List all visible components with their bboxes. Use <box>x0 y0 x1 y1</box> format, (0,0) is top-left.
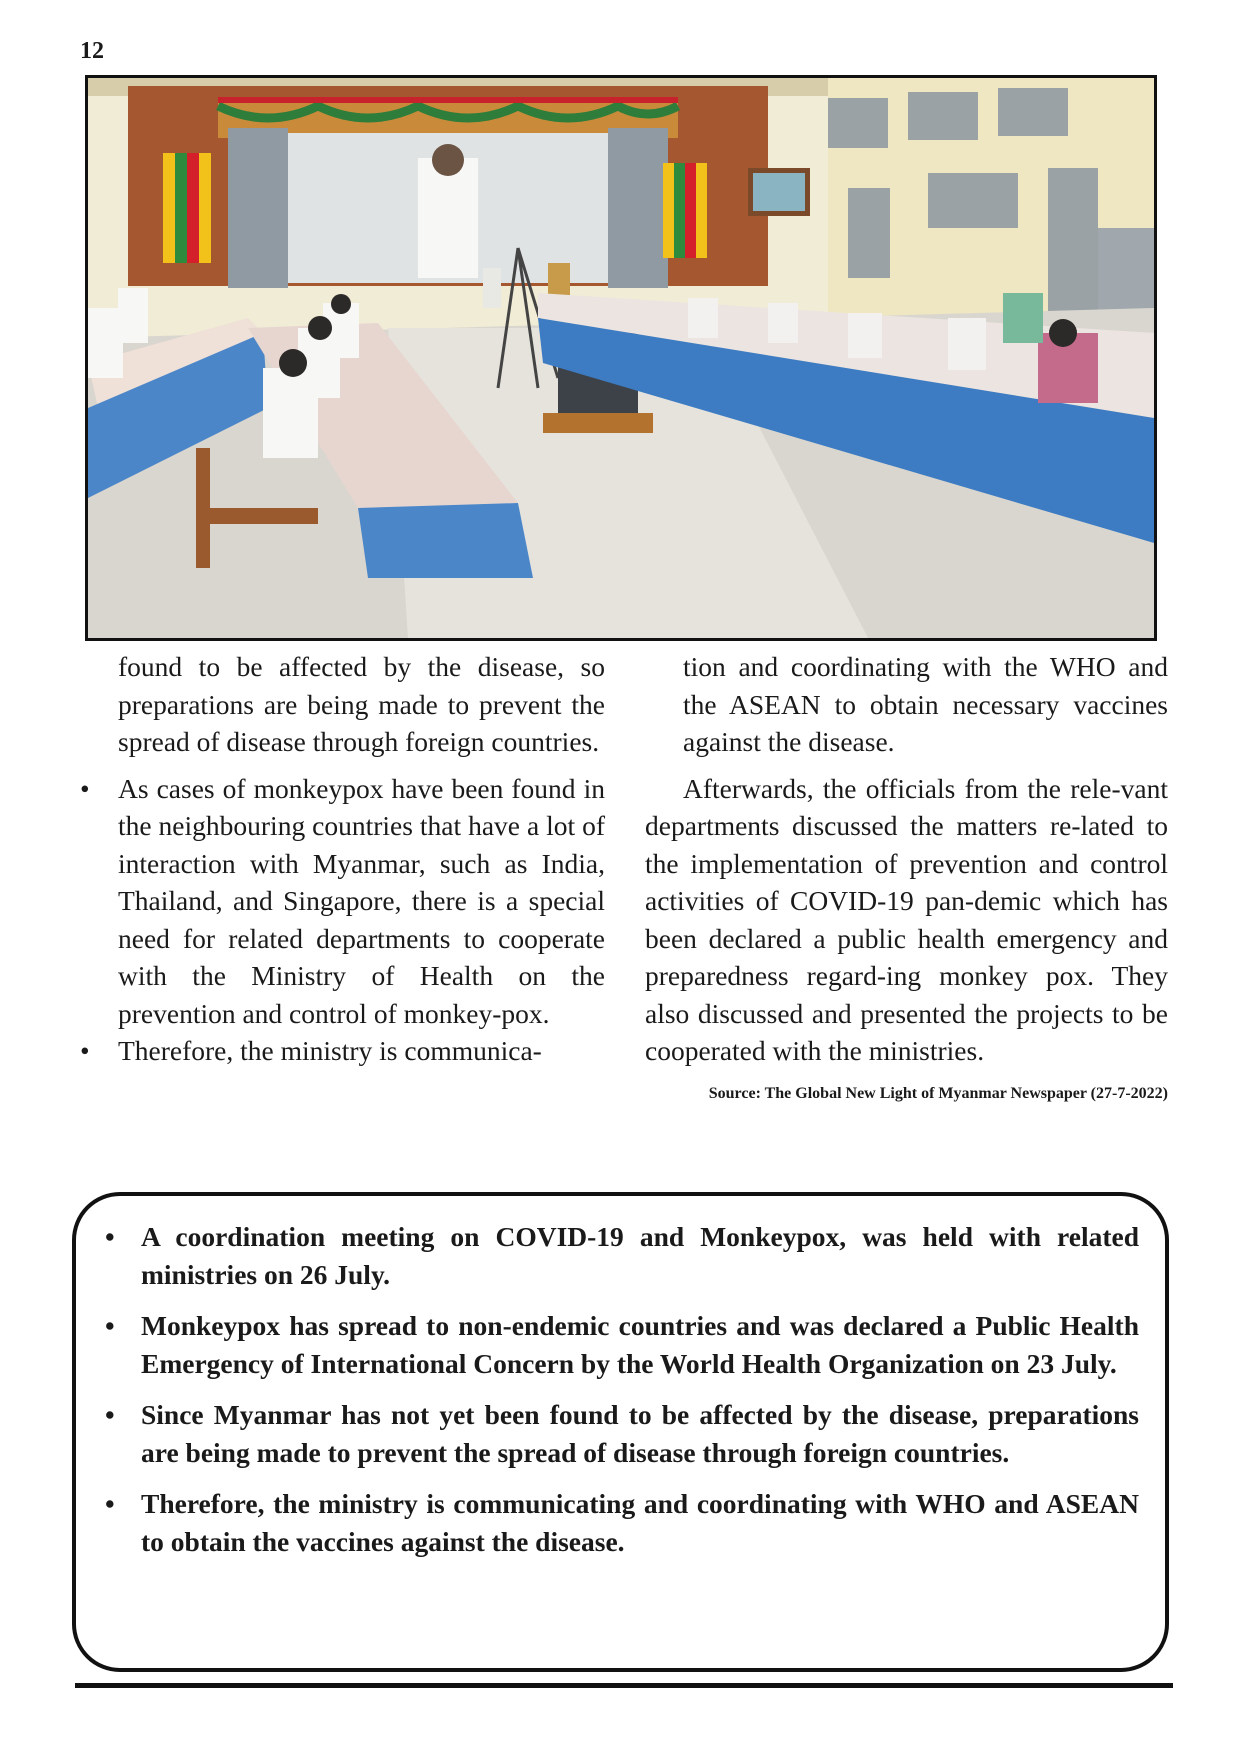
left-bullet-item: • Therefore, the ministry is communica- <box>118 1032 605 1070</box>
left-continuation-text: found to be affected by the disease, so preparations are being made to prevent the spread of disease through foreign countries. <box>118 651 605 757</box>
bottom-rule <box>75 1683 1173 1688</box>
summary-item: • Monkeypox has spread to non-endemic countries and was declared a Public Health Emergency of International Concern by the World Health Organization on 23 July. <box>141 1307 1139 1383</box>
right-paragraph: Afterwards, the officials from the rele-vant departments discussed the matters re-lated to the implementation of prevention and control activities of COVID-19 pan-demic which has been declared a public health emergency and preparedness regard-ing monkey pox. They also discussed and presented the projects to be cooperated with the ministries. <box>645 772 1168 1066</box>
left-column <box>118 648 605 1070</box>
summary-item: • Since Myanmar has not yet been found to be affected by the disease, preparations are being made to prevent the spread of disease through foreign countries. <box>141 1396 1139 1472</box>
left-bullet-item: • As cases of monkeypox have been found in the neighbouring countries that have a lot of interaction with Myanmar, such as India, Thailand, and Singapore, there is a special need for related departments to cooperate with the Ministry of Health on the prevention and control of monkey-pox. <box>118 770 605 1033</box>
right-column <box>645 648 1168 1104</box>
right-continuation-text: tion and coordinating with the WHO and the ASEAN to obtain necessary vaccines against the disease. <box>683 651 1168 757</box>
page-number: 12 <box>80 38 104 64</box>
summary-list <box>141 1218 1139 1561</box>
summary-item: • Therefore, the ministry is communicating and coordinating with WHO and ASEAN to obtain the vaccines against the disease. <box>141 1485 1139 1561</box>
summary-box <box>72 1192 1169 1672</box>
source-credit: Source: The Global New Light of Myanmar Newspaper (27-7-2022) <box>708 1084 1168 1102</box>
summary-item: • A coordination meeting on COVID-19 and Monkeypox, was held with related ministries on 26 July. <box>141 1218 1139 1294</box>
meeting-photo <box>85 75 1157 641</box>
